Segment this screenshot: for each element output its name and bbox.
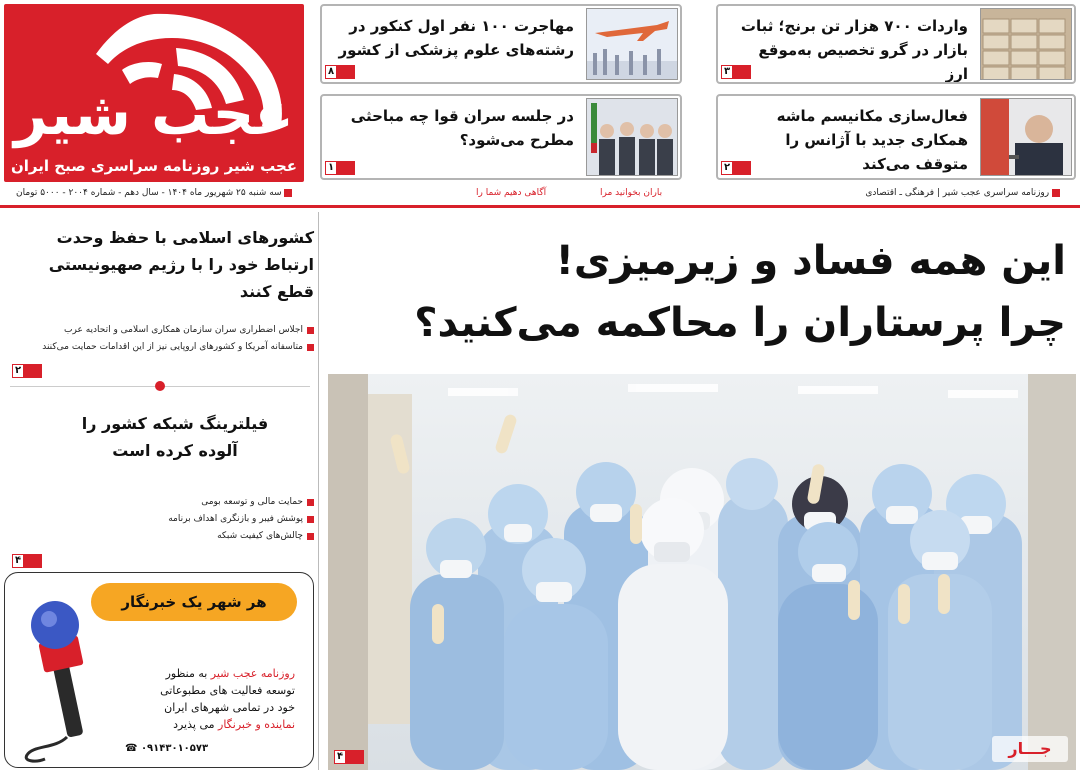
rice-sacks-photo: [980, 8, 1072, 80]
microphone-icon: [15, 595, 125, 765]
teaser-migration[interactable]: [320, 4, 682, 84]
airplane-photo: [586, 8, 678, 80]
list-item: متاسفانه آمریکا و کشورهای اروپایی نیز از این اقدامات حمایت می‌کنند: [14, 339, 314, 356]
divider-dot-icon: [155, 381, 165, 391]
page-ref[interactable]: ۲: [721, 161, 751, 175]
main-headline-line-1: این همه فساد و زیرمیزی!: [555, 238, 1066, 284]
issue-date: سه شنبه ۲۵ شهریور ماه ۱۴۰۴ - سال دهم - شماره ۲۰۰۴ - ۵۰۰۰ تومان: [16, 188, 292, 198]
story-islamic-unity-headline[interactable]: کشورهای اسلامی با حفظ وحدت ارتباط خود را با رژیم صهیونیستی قطع کنند: [48, 228, 314, 301]
story-filtering-headline[interactable]: فیلترینگ شبکه کشور را آلوده کرده است: [81, 414, 269, 460]
ad-copy: روزنامه عجب شیر به منظور توسعه فعالیت های مطبوعاتی خود در تمامی شهرهای ایران نماینده و خبرنگار می پذیرد: [160, 667, 295, 731]
teaser-heads-of-powers[interactable]: [320, 94, 682, 180]
masthead[interactable]: [4, 4, 304, 182]
reporter-recruitment-ad[interactable]: [4, 572, 314, 768]
teaser-rice-imports[interactable]: [716, 4, 1076, 84]
list-item: چالش‌های کیفیت شبکه: [14, 528, 314, 545]
paper-description: روزنامه سراسری عجب شیر | فرهنگی ـ اقتصادی: [865, 188, 1060, 198]
teaser-text: واردات ۷۰۰ هزار تن برنج؛ ثبات بازار در گرو تخصیص به‌موقع ارز: [740, 17, 968, 83]
nurses-illustration: [328, 374, 1076, 770]
list-item: اجلاس اضطراری سران سازمان همکاری اسلامی و اتحادیه عرب: [14, 322, 314, 339]
divider: [0, 205, 1080, 208]
page-ref[interactable]: ۴: [334, 750, 364, 764]
story-islamic-unity-bullets: [14, 322, 314, 356]
slogan-1: آگاهی دهیم شما را: [476, 188, 547, 198]
page-ref[interactable]: ۱: [325, 161, 355, 175]
page-ref[interactable]: ۳: [721, 65, 751, 79]
photo-tag: جـــار: [992, 736, 1068, 762]
page-ref[interactable]: ۲: [12, 364, 42, 378]
column-divider: [318, 212, 319, 770]
logo-wordmark: عجب شیر: [14, 80, 294, 148]
nurses-photo[interactable]: [328, 374, 1076, 770]
main-headline[interactable]: [330, 230, 1066, 354]
teaser-snapback[interactable]: [716, 94, 1076, 180]
ad-phone[interactable]: ☎ ۰۹۱۴۳۰۱۰۵۷۳: [125, 743, 209, 754]
page-ref[interactable]: ۴: [12, 554, 42, 568]
speaker-photo: [980, 98, 1072, 176]
main-headline-line-2: چرا پرستاران را محاکمه می‌کنید؟: [414, 300, 1066, 346]
masthead-subtitle: عجب شیر روزنامه سراسری صبح ایران: [10, 157, 298, 175]
slogan-2: باران بخوانید مرا: [600, 188, 663, 198]
ad-title: هر شهر یک خبرنگار: [91, 583, 297, 621]
list-item: پوشش فیبر و بازنگری اهداف برنامه: [14, 511, 314, 528]
story-filtering-bullets: [14, 494, 314, 545]
officials-photo: [586, 98, 678, 176]
teaser-text: فعال‌سازی مکانیسم ماشه همکاری جدید با آژانس را متوقف می‌کند: [776, 107, 968, 173]
page-ref[interactable]: ۸: [325, 65, 355, 79]
teaser-text: مهاجرت ۱۰۰ نفر اول کنکور در رشته‌های علوم پزشکی از کشور: [338, 17, 574, 59]
lion-logo-icon: [4, 4, 304, 154]
teaser-text: در جلسه سران قوا چه مباحثی مطرح می‌شود؟: [350, 107, 574, 149]
list-item: حمایت مالی و توسعه بومی: [14, 494, 314, 511]
info-bar: [0, 186, 1080, 204]
